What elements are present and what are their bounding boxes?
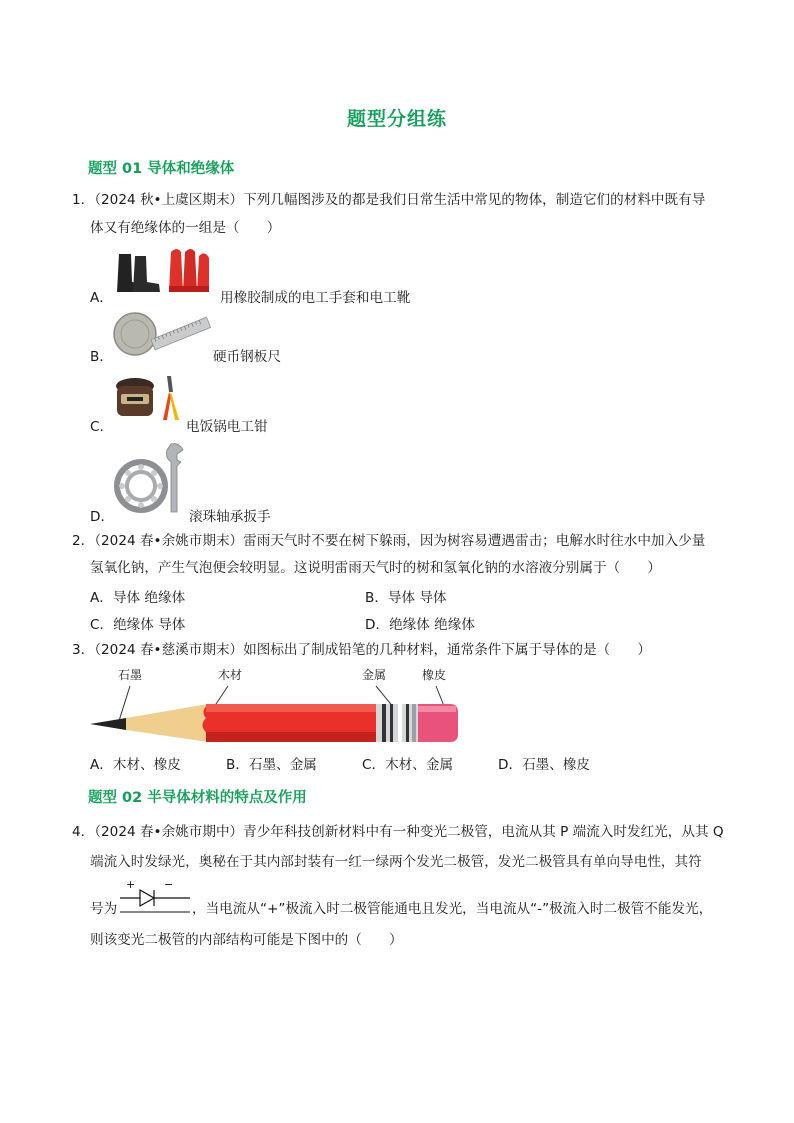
q4-stem-line-1: 4．（2024 春•余姚市期中）青少年科技创新材料中有一种变光二极管，电流从其 P 端流入时发红光，从其 Q [72, 824, 724, 840]
q4-stem-line-3: ，当电流从“+”极流入时二极管能通电且发光，当电流从“-”极流入时二极管不能发光， [192, 901, 713, 917]
section-heading-02: 题型 02 半导体材料的特点及作用 [88, 790, 307, 806]
section-heading-01: 题型 01 导体和绝缘体 [88, 161, 235, 177]
rice-cooker-pliers-image [113, 372, 185, 424]
q3-stem-line-1: 3．（2024 春•慈溪市期末）如图标出了制成铅笔的几种材料，通常条件下属于导体的是（ ） [72, 642, 651, 658]
coin-ruler-image [113, 312, 211, 358]
pencil-label-metal: 金属 [362, 668, 387, 682]
q1-stem-line-1: 1．（2024 秋•上虞区期末）下列几幅图涉及的都是我们日常生活中常见的物体，制造它们的材料中既有导 [72, 192, 706, 208]
q1-option-b-text: 硬币钢板尺 [213, 349, 281, 365]
q2-option-c: C．绝缘体 导体 [90, 617, 186, 633]
pencil-label-eraser: 橡皮 [422, 668, 447, 682]
q2-stem-line-1: 2．（2024 春•余姚市期末）雷雨天气时不要在树下躲雨，因为树容易遭遇雷击；电解水时往水中加入少量 [72, 533, 706, 549]
q1-option-d-text: 滚珠轴承扳手 [189, 509, 271, 525]
diode-minus-sign: − [164, 878, 174, 891]
q1-option-a-key: A． [90, 290, 113, 306]
q2-option-b: B．导体 导体 [365, 590, 447, 606]
pencil-diagram [88, 680, 460, 742]
q3-option-b: B．石墨、金属 [226, 757, 317, 773]
q1-option-a-text: 用橡胶制成的电工手套和电工靴 [220, 290, 411, 306]
q1-option-c-key: C． [90, 419, 114, 435]
q1-stem-line-2: 体又有绝缘体的一组是（ ） [90, 220, 281, 236]
diode-plus-sign: + [126, 878, 136, 891]
q4-stem-line-4: 则该变光二极管的内部结构可能是下图中的（ ） [90, 932, 403, 948]
q3-option-d: D．石墨、橡皮 [498, 757, 591, 773]
q3-option-a: A．木材、橡皮 [90, 757, 181, 773]
q2-stem-line-2: 氢氧化钠，产生气泡便会较明显。这说明雷雨天气时的树和氢氧化钠的水溶液分别属于（ ） [90, 560, 661, 576]
boots-gloves-image [113, 246, 219, 296]
diode-symbol-icon [118, 876, 192, 916]
page-title: 题型分组练 [346, 108, 447, 130]
q2-option-d: D．绝缘体 绝缘体 [365, 617, 475, 633]
q1-option-c-text: 电饭锅电工钳 [186, 419, 268, 435]
q3-option-c: C．木材、金属 [362, 757, 454, 773]
q1-option-d-key: D． [90, 509, 115, 525]
pencil-label-wood: 木材 [218, 668, 243, 682]
q2-option-a: A．导体 绝缘体 [90, 590, 186, 606]
q4-stem-line-2: 端流入时发绿光，奥秘在于其内部封装有一红一绿两个发光二极管，发光二极管具有单向导电性，其符 [90, 854, 702, 870]
bearing-wrench-image [113, 440, 189, 516]
pencil-label-graphite: 石墨 [118, 668, 143, 682]
q4-stem-line-3-prefix: 号为 [90, 901, 118, 917]
q1-option-b-key: B． [90, 349, 113, 365]
